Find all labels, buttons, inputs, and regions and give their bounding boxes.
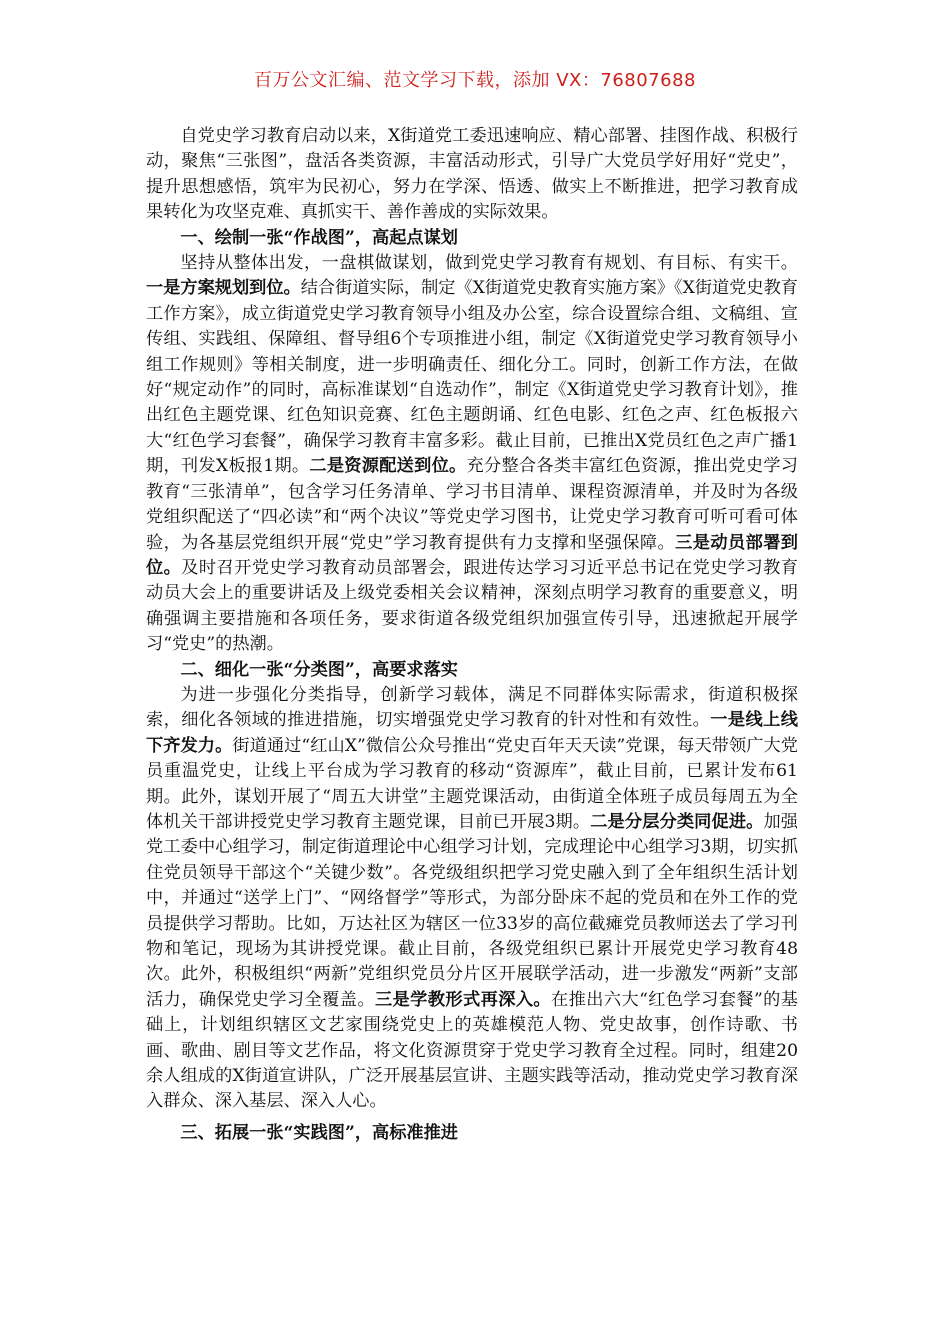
section-1-paragraph (146, 251, 798, 658)
section-2-point-2-title: 二是分层分类同促进。 (590, 811, 764, 832)
intro-paragraph: 自党史学习教育启动以来，X街道党工委迅速响应、精心部署、挂图作战、积极行动，聚焦“三张图”，盘活各类资源，丰富活动形式，引导广大党员学好用好“党史”，提升思想感悟，筑牢为民初心，努力在学深、悟透、做实上不断推进，把学习教育成果转化为攻坚克难、真抓实干、善作善成的实际效果。 (146, 126, 798, 223)
section-2-point-1-title: 一是线上线下齐发力。 (146, 710, 798, 756)
section-2-point-3-text: 在推出六大“红色学习套餐”的基础上，计划组织辖区文艺家围绕党史上的英雄模范人物、党史故事，创作诗歌、书画、歌曲、剧目等文艺作品，将文化资源贯穿于党史学习教育全过程。同时，组建20余人组成的X街道宣讲队，广泛开展基层宣讲、主题实践等活动，推动党史学习教育深入群众、深入基层、深入人心。 (146, 989, 798, 1112)
watermark-header: 百万公文汇编、范文学习下载，添加 VX：76807688 (254, 70, 696, 91)
section-1-lead: 坚持从整体出发，一盘棋做谋划，做到党史学习教育有规划、有目标、有实干。 (180, 253, 798, 274)
section-2-heading: 二、细化一张“分类图”，高要求落实 (180, 659, 458, 680)
article-body (146, 124, 798, 1146)
section-2-point-3-title: 三是学教形式再深入。 (374, 989, 552, 1010)
section-2-point-1-text: 街道通过“红山X”微信公众号推出“党史百年天天读”党课，每天带领广大党员重温党史，让线上平台成为学习教育的移动“资源库”，截止目前，已累计发布61期。此外，谋划开展了“周五大讲堂”主题党课活动，由街道全体班子成员每周五为全体机关干部讲授党史学习教育主题党课，目前已开展3期。 (146, 735, 798, 832)
section-1-point-2-text: 充分整合各类丰富红色资源，推出党史学习教育“三张清单”，包含学习任务清单、学习书目清单、课程资源清单，并及时为各级党组织配送了“四必读”和“两个决议”等党史学习图书，让党史学习教育可听可看可体验，为各基层党组织开展“党史”学习教育提供有力支撑和坚强保障。 (146, 456, 798, 553)
section-2-lead: 为进一步强化分类指导，创新学习载体，满足不同群体实际需求，街道积极探索，细化各领域的推进措施，切实增强党史学习教育的针对性和有效性。 (146, 684, 798, 731)
section-3-heading: 三、拓展一张“实践图”，高标准推进 (180, 1122, 458, 1143)
section-1-point-1-text: 结合街道实际，制定《X街道党史教育实施方案》《X街道党史教育工作方案》，成立街道党史学习教育领导小组及办公室，综合设置综合组、文稿组、宣传组、实践组、保障组、督导组6个专项推进小组，制定《X街道党史学习教育领导小组工作规则》等相关制度，进一步明确责任、细化分工。同时，创新工作方法，在做好“规定动作”的同时，高标准谋划“自选动作”，制定《X街道党史学习教育计划》，推出红色主题党课、红色知识竞赛、红色主题朗诵、红色电影、红色之声、红色板报六大“红色学习套餐”，确保学习教育丰富多彩。截止目前，已推出X党员红色之声广播1期，刊发X板报1期。 (146, 278, 798, 477)
section-2-point-2-text: 加强党工委中心组学习，制定街道理论中心组学习计划，完成理论中心组学习3期，切实抓住党员领导干部这个“关键少数”。各党级组织把学习党史融入到了全年组织生活计划中，并通过“送学上门”、“网络督学”等形式，为部分卧床不起的党员和在外工作的党员提供学习帮助。比如，万达社区为辖区一位33岁的高位截瘫党员教师送去了学习刊物和笔记，现场为其讲授党课。截止目前，各级党组织已累计开展党史学习教育48次。此外，积极组织“两新”党组织党员分片区开展联学活动，进一步激发“两新”支部活力，确保党史学习全覆盖。 (146, 811, 798, 1010)
section-1-point-1-title: 一是方案规划到位。 (146, 278, 301, 299)
section-1-heading: 一、绘制一张“作战图”，高起点谋划 (180, 227, 458, 248)
section-1-point-3-text: 及时召开党史学习教育动员部署会，跟进传达学习习近平总书记在党史学习教育动员大会上的重要讲话及上级党委相关会议精神，深刻点明学习教育的重要意义，明确强调主要措施和各项任务，要求街道各级党组织加强宣传引导，迅速掀起开展学习“党史”的热潮。 (146, 557, 798, 655)
section-1-point-2-title: 二是资源配送到位。 (309, 456, 467, 477)
section-1-point-3-title: 三是动员部署到位。 (146, 532, 798, 578)
section-2-paragraph (146, 683, 798, 1115)
